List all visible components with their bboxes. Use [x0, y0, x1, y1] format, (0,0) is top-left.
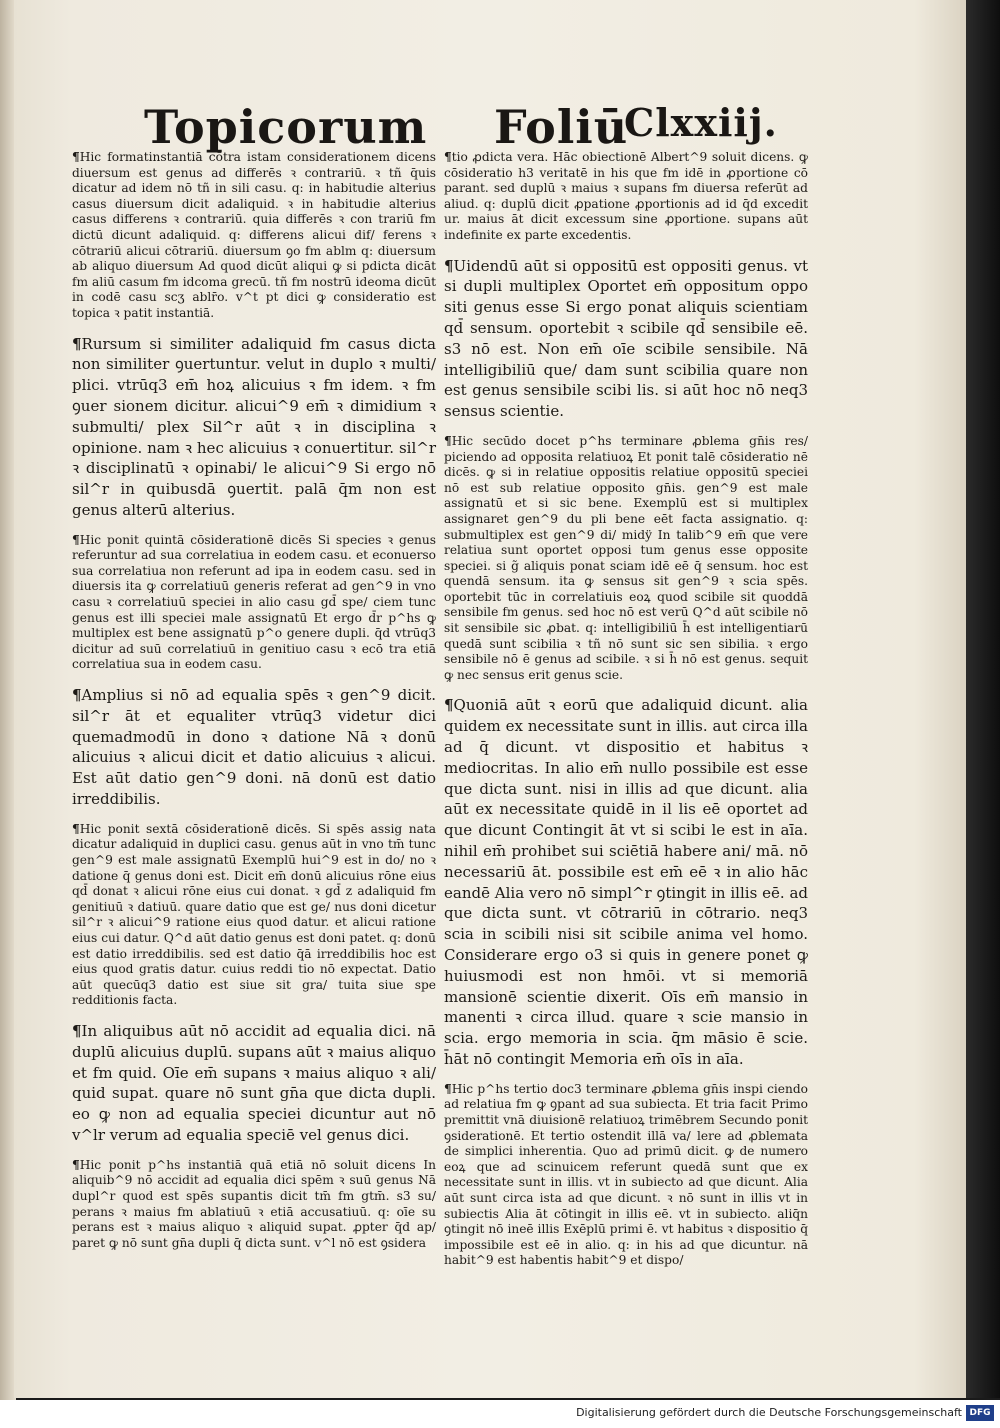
paragraph	[444, 150, 808, 244]
paragraph-text: Quoniā aūt ꝛ eorū que adaliquid dicunt. alia quidem ex necessitate sunt in illis. aut circa illa ad q̄ dicunt. vt dispositio et habitus ꝛ mediocritas. In alio em̄ nullo possibile est esse que dicta sunt. nisi in illis ad que dicunt. alia aūt ex necessitate quidē in il lis eē oportet ad que dicunt Contingit āt vt si scibi le est in aīa. nihil em̄ prohibet sui sciētiā habere ani/ mā. nō necessariū āt. possibile est em̄ eē ꝛ in alio hāc eandē Alia vero nō simpl^r ꝯtingit in illis eē. ad que dicta sunt. vt cōtrariū in cōtrario. neq3 scia in scibili nisi sit scibile anima vel homo. Considerare ergo o3 si quis in genere ponet ꝙ huiusmodi est non hmōi. vt si memoriā mansionē scientie dixerit. Oīs em̄ mansio in manenti ꝛ circa illud. quare ꝛ scie mansio in scia. ergo memoria in scia. q̄m māsio ē scie. h̄āt nō contingit Memoria em̄ oīs in aīa.	[444, 696, 808, 1068]
page-shadow	[966, 0, 1000, 1398]
digitization-footer	[0, 1400, 1000, 1428]
running-head-left: Topicorum	[144, 100, 428, 154]
funding-notice: Digitalisierung gefördert durch die Deutsche Forschungsgemeinschaft	[576, 1406, 962, 1419]
paragraph-text: tio ꝓdicta vera. Hāc obiectionē Albert^9 soluit dicens. ꝙ cōsideratio h3 veritatē in his que fm idē in ꝓportione cō parant. sed duplū ꝛ maius ꝛ supans fm diuersa referūt ad aliud. q: duplū dicit ꝓpatione ꝓportionis ad id q̄d excedit ur. maius āt dicit excessum sine ꝓportione. supans aūt indefinite ex parte excedentis.	[444, 150, 808, 242]
left-column	[72, 150, 436, 1263]
paragraph-mark: ¶	[72, 532, 80, 547]
paragraph-mark: ¶	[72, 821, 80, 836]
paragraph	[72, 822, 436, 1009]
paragraph-mark: ¶	[444, 256, 454, 275]
paragraph-text: In aliquibus aūt nō accidit ad equalia dici. nā duplū alicuius duplū. supans aūt ꝛ maius aliquo et fm quid. Oīe em̄ supans ꝛ maius aliquo ꝛ ali/ quid supat. quare nō sunt gn̄a que dicta dupli. eo ꝙ non ad equalia speciei dicuntur aut nō v^lr verum ad equalia speciē vel genus dici.	[72, 1021, 436, 1144]
right-column	[444, 150, 808, 1281]
paragraph	[72, 533, 436, 673]
paragraph	[72, 1021, 436, 1146]
paragraph	[444, 695, 808, 1069]
running-head-right: Foliū	[494, 100, 629, 154]
paragraph-mark: ¶	[72, 1021, 82, 1040]
paragraph	[72, 1158, 436, 1252]
paragraph-mark: ¶	[444, 433, 452, 448]
paragraph-mark: ¶	[72, 1157, 80, 1172]
paragraph-mark: ¶	[72, 334, 82, 353]
paragraph	[72, 150, 436, 322]
dfg-logo: DFG	[966, 1405, 994, 1421]
paragraph	[72, 685, 436, 810]
paragraph	[444, 1082, 808, 1269]
book-page	[14, 0, 972, 1398]
paragraph-mark: ¶	[72, 686, 82, 705]
paragraph-text: Hic ponit p^hs instantiā quā etiā nō soluit dicens In aliquib^9 nō accidit ad equalia dici spēm ꝛ suū genus Nā dupl^r quod est spēs supantis dicit tm̄ fm gtm̄. s3 su/ perans ꝛ maius fm ablatiuū ꝛ etiā accusatiuū. q: oīe su perans est ꝛ maius aliquo ꝛ aliquid supat. ꝓpter q̄d ap/ paret ꝙ nō sunt gn̄a dupli q̄ dicta sunt. v^l nō est ꝯsidera	[72, 1157, 436, 1250]
paragraph-text: Uidendū aūt si oppositū est oppositi genus. vt si dupli multiplex Oportet em̄ oppositum oppo siti genus esse Si ergo ponat aliquis scientiam qd̄ sensum. oportebit ꝛ scibile qd̄ sensibile eē. s3 nō est. Non em̄ oīe scibile sensibile. Nā intelligibiliū que/ dam sunt scibilia quare non est genus sensibile scibi lis. si aūt hoc nō neq3 sensus scientie.	[444, 256, 808, 421]
paragraph-text: Hic secūdo docet p^hs terminare ꝓblema gn̄is res/ piciendo ad opposita relatiuoꝝ Et ponit talē cōsideratio nē dicēs. ꝙ si in relatiue oppositis relatiue oppositū speciei nō est sub relatiue opposito gn̄is. gen^9 est male assignatū et si sic bene. Exemplū est si multiplex assignaret gen^9 du pli bene eēt facta assignatio. q: submultiplex est gen^9 di/ midÿ In talib^9 em̄ que vere relatiua sunt oportet opposi tum genus esse opposite speciei. si g̃ aliquis ponat sciam idē eē q̄ sensum. hoc est quendā sensum. ita ꝙ sensus sit gen^9 ꝛ scia spēs. oportebit tūc in correlatiuis eoꝝ quod scibile sit quoddā sensibile fm genus. sed hoc nō est verū Q^d aūt scibile nō sit sensibile sic ꝓbat. q: intelligibiliū h̄ est intelligentiarū quedā sunt scibilia ꝛ tñ nō sunt sic sen sibilia. ꝛ ergo sensibile nō ē genus ad scibile. ꝛ si h̄ nō est genus. sequit ꝙ nec sensus erit genus scie.	[444, 433, 808, 682]
paragraph-text: Rursum si similiter adaliquid fm casus dicta non similiter ꝯuertuntur. velut in duplo ꝛ multi/ plici. vtrūq3 em̄ hoꝝ alicuius ꝛ fm idem. ꝛ fm ꝯuer sionem dicitur. alicui^9 em̄ ꝛ dimidium ꝛ submulti/ plex Sil^r aūt ꝛ in disciplina ꝛ opinione. nam ꝛ hec alicuius ꝛ conuertitur. sil^r ꝛ disciplinatū ꝛ opinabi/ le alicui^9 Si ergo nō sil^r in quibusdā ꝯuertit. palā q̄m non est genus alterū alterius.	[72, 334, 436, 519]
paragraph-mark: ¶	[444, 696, 454, 715]
paragraph	[444, 256, 808, 422]
paragraph	[72, 334, 436, 521]
paragraph-mark: ¶	[444, 1081, 452, 1096]
paragraph-text: Hic ponit quintā cōsiderationē dicēs Si species ꝛ genus referuntur ad sua correlatiua in eodem casu. et econuerso sua correlatiua non referunt ad ipa in eodem casu. sed in diuersis ita ꝙ correlatiuū generis referat ad gen^9 in vno casu ꝛ correlatiuū speciei in alio casu gd̄ spe/ ciem tunc genus est illi speciei male assignatū Et ergo d̄r p^hs ꝙ multiplex est bene assignatū p^o genere dupli. q̄d vtrūq3 dicitur ad suū correlatiuū in genitiuo casu ꝛ ecō tra etiā correlatiua sua in eodem casu.	[72, 532, 436, 672]
folio-number: Clxxiij.	[624, 100, 778, 145]
paragraph-text: Hic formatinstantiā cōtra istam considerationem dicens diuersum est genus ad differēs ꝛ contrariū. ꝛ tñ q̄uis dicatur ad idem nō tñ in sili casu. q: in habitudie alterius casus diuersum dicit adaliquid. ꝛ in habitudie alterius casus differens ꝛ contrariū. quia differēs ꝛ con trariū fm dictū dicunt adaliquid. q: differens alicui dif/ ferens ꝛ cōtrariū alicui cōtrariū. diuersum ꝯo fm ablm q: diuersum ab aliquo diuersum Ad quod dicūt aliqui ꝙ si pdicta dicāt fm aliū casum fm idcoma grecū. tñ fm nostrū ideoma dicūt in codē casu scʒ ablr̄o. v^t pt dici ꝙ consideratio est topica ꝛ patit instantiā.	[72, 150, 436, 320]
paragraph-text: Amplius si nō ad equalia spēs ꝛ gen^9 dicit. sil^r āt et equaliter vtrūq3 videtur dici quemadmodū in dono ꝛ datione Nā ꝛ donū alicuius ꝛ alicui dicit et datio alicuius ꝛ alicui. Est aūt datio gen^9 doni. nā donū est datio irreddibilis.	[72, 686, 436, 809]
paragraph	[444, 434, 808, 684]
paragraph-text: Hic ponit sextā cōsiderationē dicēs. Si spēs assig nata dicatur adaliquid in duplici casu. genus aūt in vno tm̄ tunc gen^9 est male assignatū Exemplū hui^9 est in do/ no ꝛ datione q̄ genus doni est. Dicit em̄ donū alicuius rōne eius qd̄ donat ꝛ alicui rōne eius cui donat. ꝛ gd̄ z adaliquid fm genitiuū ꝛ datiuū. quare datio que est ge/ nus doni dicetur sil^r ꝛ alicui^9 ratione eius quod datur. et alicui ratione eius cui datur. Q^d aūt datio genus est doni patet. q: donū est datio irreddibilis. sed est datio q̄ā irreddibilis hoc est eius quod gratis datur. cuius reddi tio nō expectat. Datio aūt quecūq3 datio est siue sit gra/ tuita siue spe redditionis facta.	[72, 821, 436, 1008]
paragraph-mark: ¶	[444, 150, 452, 164]
paragraph-text: Hic p^hs tertio doc3 terminare ꝓblema gn̄is inspi ciendo ad relatiua fm ꝙ ꝯpant ad sua subiecta. Et tria facit Primo premittit vnā diuisionē relatiuoꝝ trimēbrem Secundo ponit ꝯsiderationē. Et tertio ostendit illā va/ lere ad ꝓblemata de simplici inherentia. Quo ad primū dicit. ꝙ de numero eoꝝ que ad scinuicem referunt quedā sunt que ex necessitate sunt in illis. vt in subiecto ad que dicunt. Alia aūt sunt circa ista ad que dicunt. ꝛ nō sunt in illis vt in subiectis Alia āt cōtingit in illis eē. vt in subiecto. aliq̄n ꝯtingit nō ineē illis Exēplū primi ē. vt habitus ꝛ dispositio q̄ impossibile est eē in alio. q: in his ad que dicuntur. nā habit^9 est habentis habit^9 et dispo/	[444, 1081, 808, 1268]
paragraph-mark: ¶	[72, 150, 80, 164]
